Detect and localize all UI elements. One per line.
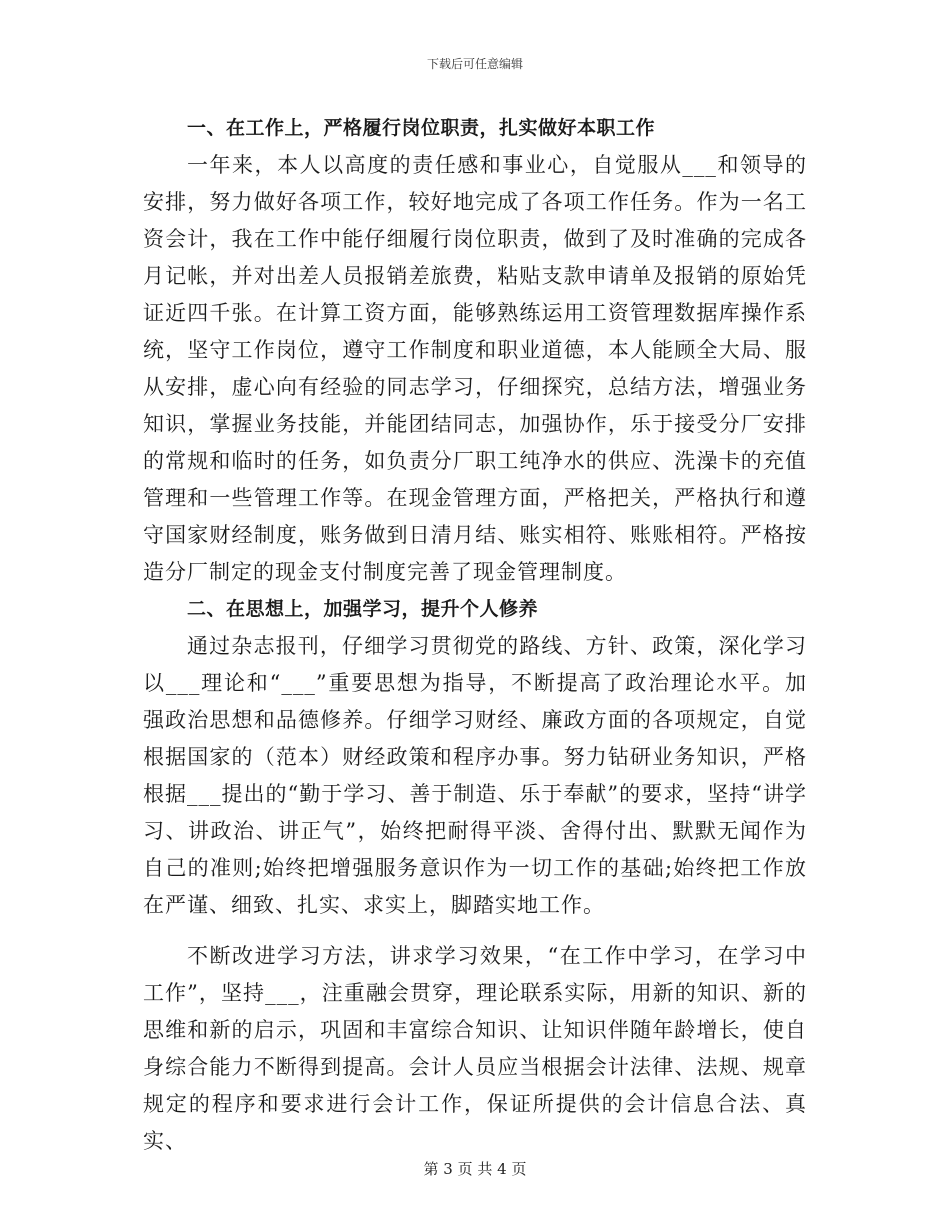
paragraph-2: 通过杂志报刊，仔细学习贯彻党的路线、方针、政策，深化学习以___理论和“___”重要思想为指导，不断提高了政治理论水平。加强政治思想和品德修养。仔细学习财经、廉政方面的各项规定，自觉根据国家的（范本）财经政策和程序办事。努力钻研业务知识，严格根据___提出的“勤于学习、善于制造、乐于奉献”的要求，坚持“讲学习、讲政治、讲正气”，始终把耐得平淡、舍得付出、默默无闻作为自己的准则;始终把增强服务意识作为一切工作的基础;始终把工作放在严谨、细致、扎实、求实上，脚踏实地工作。 [143,634,807,917]
paragraph-3: 不断改进学习方法，讲求学习效果，“在工作中学习，在学习中工作”，坚持___，注重融会贯穿，理论联系实际，用新的知识、新的思维和新的启示，巩固和丰富综合知识、让知识伴随年龄增长，使自身综合能力不断得到提高。会计人员应当根据会计法律、法规、规章规定的程序和要求进行会计工作，保证所提供的会计信息合法、真实、 [143,944,807,1153]
document-body [143,110,807,1160]
page-number: 第 3 页 共 4 页 [423,1160,527,1178]
section-heading-1: 一、在工作上，严格履行岗位职责，扎实做好本职工作 [187,117,656,139]
paragraph-1: 一年来，本人以高度的责任感和事业心，自觉服从___和领导的安排，努力做好各项工作，较好地完成了各项工作任务。作为一名工资会计，我在工作中能仔细履行岗位职责，做到了及时准确的完成各月记帐，并对出差人员报销差旅费，粘贴支款申请单及报销的原始凭证近四千张。在计算工资方面，能够熟练运用工资管理数据库操作系统，坚守工作岗位，遵守工作制度和职业道德，本人能顾全大局、服从安排，虚心向有经验的同志学习，仔细探究，总结方法，增强业务知识，掌握业务技能，并能团结同志，加强协作，乐于接受分厂安排的常规和临时的任务，如负责分厂职工纯净水的供应、洗澡卡的充值管理和一些管理工作等。在现金管理方面，严格把关，严格执行和遵守国家财经制度，账务做到日清月结、账实相符、账账相符。严格按造分厂制定的现金支付制度完善了现金管理制度。 [143,153,807,584]
page-header-note: 下载后可任意编辑 [426,57,523,71]
section-heading-2: 二、在思想上，加强学习，提升个人修养 [187,598,539,620]
